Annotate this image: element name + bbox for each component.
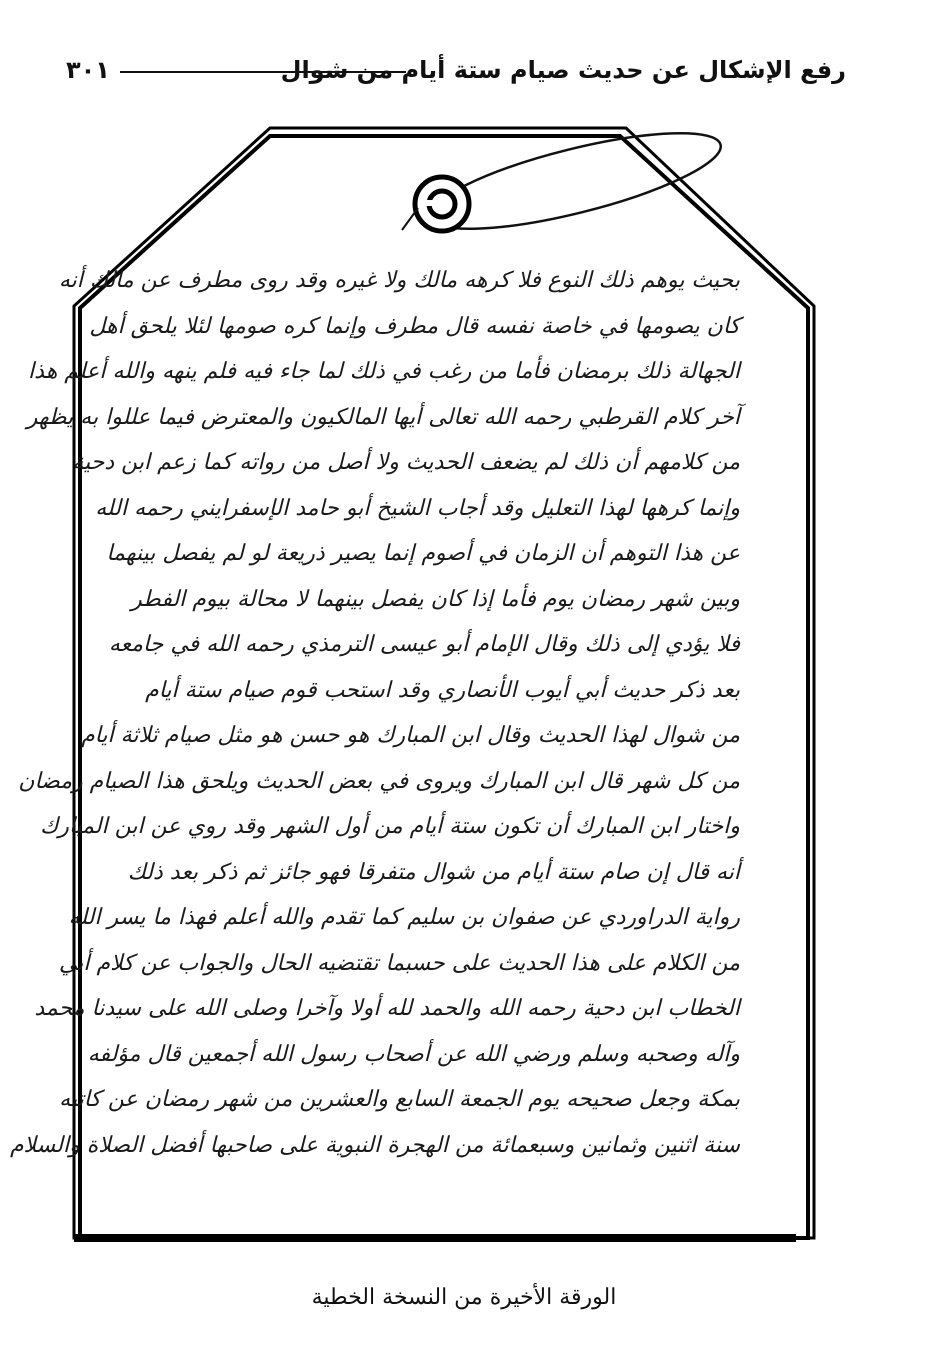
manuscript-line: آخر كلام القرطبي رحمه الله تعالى أيها المالكيون والمعترض فيما عللوا به يظهر [26, 404, 740, 430]
manuscript-line: الخطاب ابن دحية رحمه الله والحمد لله أولا وآخرا وصلى الله على سيدنا محمد [34, 996, 740, 1021]
manuscript-line: رواية الدراوردي عن صفوان بن سليم كما تقدم والله أعلم فهذا ما يسر الله [68, 905, 740, 930]
manuscript-line: وإنما كرهها لهذا التعليل وقد أجاب الشيخ أبو حامد الإسفرايني رحمه الله [95, 495, 740, 521]
manuscript-line: سنة اثنين وثمانين وسبعمائة من الهجرة النبوية على صاحبها أفضل الصلاة والسلام [9, 1132, 740, 1158]
manuscript-line: كان يصومها في خاصة نفسه قال مطرف وإنما كره صومها لئلا يلحق أهل [89, 313, 740, 339]
manuscript-line: عن هذا التوهم أن الزمان في أصوم إنما يصير ذريعة لو لم يفصل بينهما [106, 541, 740, 566]
manuscript-line: واختار ابن المبارك أن تكون ستة أيام من أول الشهر وقد روي عن ابن المبارك [40, 814, 740, 839]
running-header [66, 52, 846, 92]
manuscript-line: بعد ذكر حديث أبي أيوب الأنصاري وقد استحب قوم صيام ستة أيام [145, 677, 740, 703]
manuscript-text [9, 258, 740, 1168]
manuscript-line: بحيث يوهم ذلك النوع فلا كرهه مالك ولا غيره وقد روى مطرف عن مالك أنه [58, 268, 740, 293]
manuscript-image [9, 118, 810, 1248]
manuscript-line: وآله وصحبه وسلم ورضي الله عن أصحاب رسول الله أجمعين قال مؤلفه [87, 1041, 740, 1067]
figure-caption: الورقة الأخيرة من النسخة الخطية [311, 1285, 617, 1310]
manuscript-line: من كلامهم أن ذلك لم يضعف الحديث ولا أصل من رواته كما زعم ابن دحية [72, 450, 740, 475]
header-rule [120, 71, 406, 73]
manuscript-line: أنه قال إن صام ستة أيام من شوال متفرقا فهو جائز ثم ذكر بعد ذلك [127, 859, 740, 885]
manuscript-line: بمكة وجعل صحيحه يوم الجمعة السابع والعشرين من شهر رمضان عن كاتبه [59, 1087, 740, 1112]
manuscript-line: فلا يؤدي إلى ذلك وقال الإمام أبو عيسى الترمذي رحمه الله في جامعه [108, 632, 740, 657]
page-number: ٣٠١ [66, 56, 110, 84]
manuscript-line: من شوال لهذا الحديث وقال ابن المبارك هو حسن هو مثل صيام ثلاثة أيام [81, 723, 740, 748]
header-title: رفع الإشكال عن حديث صيام ستة أيام من شوال [280, 56, 846, 84]
manuscript-line: الجهالة ذلك برمضان فأما من رغب في ذلك لما جاء فيه فلم ينهه والله أعلم هذا [28, 359, 740, 384]
manuscript-line: من كل شهر قال ابن المبارك ويروى في بعض الحديث ويلحق هذا الصيام رمضان [18, 768, 740, 794]
manuscript-line: من الكلام على هذا الحديث على حسبما تقتضيه الحال والجواب عن كلام أبي [58, 950, 740, 976]
manuscript-line: وبين شهر رمضان يوم فأما إذا كان يفصل بينهما لا محالة بيوم الفطر [131, 586, 740, 612]
